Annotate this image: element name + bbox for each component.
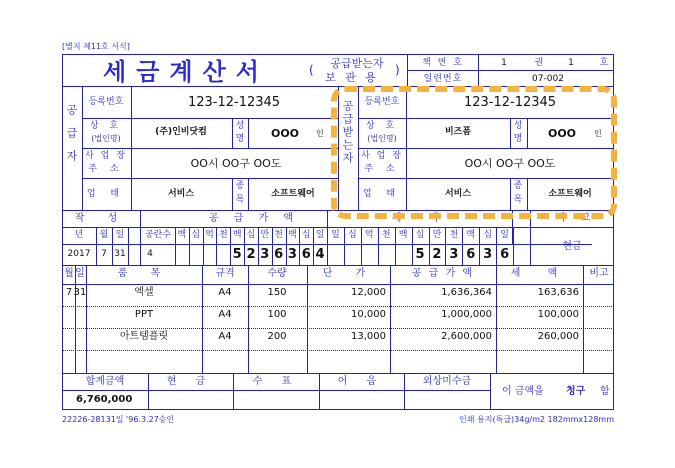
- buyer-item-label-2: 목: [513, 195, 523, 205]
- grid-line: [378, 227, 379, 265]
- book-number-label: 책 번 호: [422, 58, 464, 68]
- items-spec-header: 규격: [215, 268, 235, 279]
- buyer-rep-label: 성: [513, 121, 523, 131]
- grid-line: [445, 227, 446, 265]
- tax-digit-value: 6: [466, 247, 476, 262]
- tax-digit-header: 백: [398, 230, 408, 240]
- supplier-reg-number: 123-12-12345: [187, 95, 281, 110]
- tax-digit-header: 천: [381, 230, 391, 240]
- supply-digit-header: 천: [219, 230, 228, 240]
- recipient-copy-sub: 보 관 용: [325, 71, 379, 84]
- item-cell-qty: 200: [267, 331, 287, 342]
- payment-method: 현금: [562, 241, 582, 252]
- grid-line: [496, 227, 497, 265]
- blank-count-value: 4: [147, 249, 153, 259]
- supply-digit-header: 백: [232, 230, 242, 240]
- grid-line: [479, 227, 480, 265]
- tax-digit-header: 십: [348, 230, 357, 240]
- book-number-unit: 호: [599, 58, 609, 68]
- items-month-header: 월: [64, 268, 74, 279]
- supplier-address-label: 사 업 장: [85, 151, 127, 161]
- supply-digit-value: 6: [301, 247, 311, 262]
- tax-digit-value: 3: [449, 247, 459, 262]
- tax-digit-value: 3: [483, 247, 493, 262]
- item-cell-qty: 150: [267, 287, 287, 298]
- supply-digit-value: 3: [260, 247, 270, 262]
- supplier-reg-label: 등록번호: [88, 97, 124, 107]
- supplier-biz-type: 서비스: [167, 189, 195, 199]
- serial-label: 일련번호: [423, 74, 463, 84]
- buyer-reg-label: 등록번호: [364, 97, 400, 107]
- book-number: 1: [568, 58, 574, 68]
- item-cell-tax: 260,000: [537, 331, 579, 342]
- buyer-name-label: 상 호: [365, 121, 399, 131]
- note-section-label: 비 고: [555, 213, 597, 224]
- total-amount-value: 6,760,000: [76, 394, 133, 405]
- supplier-side-label: 공급자: [65, 104, 78, 173]
- tax-digit-header: 십: [415, 230, 425, 240]
- bill-label: 어 음: [337, 376, 385, 387]
- date-value-cell: 2017: [67, 249, 91, 259]
- supplier-rep-label-2: 명: [235, 134, 245, 144]
- supply-section-label: 공 급 가 액: [208, 213, 300, 224]
- grid-line: [462, 227, 463, 265]
- item-cell-supply: 2,600,000: [441, 331, 492, 342]
- buyer-address-label: 사 업 장: [361, 151, 403, 161]
- tax-digit-value: 5: [415, 247, 425, 262]
- item-cell-supply: 1,000,000: [441, 309, 492, 320]
- grid-line: [313, 227, 314, 265]
- grid-line: [189, 227, 190, 265]
- tax-digit-header: 일: [331, 230, 340, 240]
- buyer-item-label: 종: [513, 181, 523, 191]
- buyer-biz-type: 서비스: [444, 189, 472, 199]
- supply-digit-value: 6: [274, 247, 284, 262]
- buyer-seal: 인: [594, 129, 602, 138]
- supply-digit-value: 4: [315, 247, 325, 262]
- cash-label: 현 금: [166, 376, 214, 387]
- grid-line: [175, 227, 176, 265]
- grid-line: [286, 227, 287, 265]
- supplier-address-label-2: 주 소: [88, 164, 124, 174]
- items-price-header: 단 가: [322, 268, 376, 279]
- supply-digit-header: 만: [260, 230, 270, 240]
- buyer-name-label-sub: (법인명): [367, 134, 397, 143]
- supplier-item: 소프트웨어: [271, 189, 315, 199]
- supplier-address: OO시 OO구 OO도: [190, 157, 282, 170]
- item-cell-price: 12,000: [351, 287, 386, 298]
- credit-label: 외상미수금: [422, 376, 472, 387]
- items-note-header: 비고: [589, 268, 609, 279]
- item-cell-name: PPT: [134, 309, 154, 320]
- supplier-name-label: 상 호: [89, 121, 123, 131]
- grid-line: [128, 227, 129, 265]
- grid-line: [513, 227, 514, 265]
- buyer-address-label-2: 주 소: [364, 164, 400, 174]
- supplier-biz-type-label: 업 태: [86, 189, 126, 199]
- tax-digit-value: 6: [500, 247, 510, 262]
- grid-line: [258, 227, 259, 265]
- date-value-cell: 7: [101, 249, 107, 259]
- buyer-item: 소프트웨어: [548, 189, 592, 199]
- grid-line: [203, 227, 204, 265]
- item-cell-spec: A4: [218, 309, 232, 320]
- grid-line: [216, 227, 217, 265]
- item-cell-spec: A4: [218, 331, 232, 342]
- tax-section-label: 세 액: [391, 213, 451, 224]
- items-qty-header: 수량: [267, 268, 287, 279]
- buyer-company-name: 비즈폼: [444, 127, 472, 137]
- supplier-rep-name: OOO: [270, 127, 300, 140]
- supplier-seal: 인: [316, 129, 324, 138]
- supplier-company-name: (주)인비닷컴: [155, 127, 207, 137]
- supply-digit-header: 천: [274, 230, 283, 240]
- items-supply-header: 공 급 가 액: [411, 268, 475, 279]
- supplier-rep-label: 성: [235, 121, 245, 131]
- recipient-copy-label: 공급받는자: [330, 57, 384, 70]
- buyer-side-label: 공급받는자: [341, 100, 354, 165]
- total-amount-label: 합계금액: [85, 376, 125, 387]
- item-cell-qty: 100: [267, 309, 287, 320]
- item-cell-month: 7: [65, 287, 73, 298]
- supply-digit-value: 5: [232, 247, 242, 262]
- supply-digit-header: 일: [315, 230, 325, 240]
- item-cell-name: 아트템플릿: [119, 331, 169, 342]
- grid-line: [395, 227, 396, 265]
- grid-line: [299, 227, 300, 265]
- supply-digit-header: 십: [301, 230, 311, 240]
- book-volume: 1: [501, 58, 507, 68]
- item-cell-supply: 1,636,364: [441, 287, 492, 298]
- item-cell-price: 13,000: [351, 331, 386, 342]
- date-value-cell: 31: [114, 249, 126, 259]
- buyer-rep-label-2: 명: [513, 134, 523, 144]
- grid-line: [429, 227, 430, 265]
- grid-line: [361, 227, 362, 265]
- claim-text-pre: 이 금액을: [502, 386, 544, 397]
- tax-digit-header: 천: [449, 230, 459, 240]
- buyer-address: OO시 OO구 OO도: [464, 157, 556, 170]
- grid-line: [344, 227, 345, 265]
- blank-count-header: 공란수: [144, 230, 172, 240]
- buyer-rep-name: OOO: [547, 127, 577, 140]
- item-cell-day: 31: [73, 287, 87, 298]
- footer-approval: 22226-28131일 '96.3.27승인: [62, 415, 175, 424]
- grid-line: [244, 227, 245, 265]
- tax-digit-header: 일: [500, 230, 509, 240]
- item-cell-spec: A4: [218, 287, 232, 298]
- date-header-cell: 일: [115, 230, 125, 240]
- item-cell-price: 10,000: [351, 309, 386, 320]
- buyer-highlight-box: [331, 86, 617, 219]
- grid-line: [412, 227, 413, 265]
- tax-digit-header: 십: [483, 230, 493, 240]
- item-cell-tax: 163,636: [537, 287, 579, 298]
- grid-line: [230, 227, 231, 265]
- supply-digit-value: 3: [287, 247, 297, 262]
- supply-digit-header: 억: [205, 230, 214, 240]
- supply-digit-header: 백: [288, 230, 297, 240]
- supply-digit-header: 십: [246, 230, 256, 240]
- serial-number: 07-002: [532, 74, 564, 84]
- supplier-name-label-sub: (법인명): [91, 134, 121, 143]
- supply-digit-header: 백: [177, 230, 187, 240]
- footer-paper-spec: 인쇄 용지(특급)34g/m2 182mmx128mm: [459, 415, 614, 424]
- date-header-cell: 년: [74, 230, 84, 240]
- items-tax-header: 세 액: [510, 268, 570, 279]
- tax-digit-header: 만: [432, 230, 442, 240]
- supply-digit-value: 2: [246, 247, 256, 262]
- date-section-label: 작 성: [74, 213, 128, 224]
- buyer-biz-type-label: 업 태: [362, 189, 402, 199]
- grid-line: [112, 227, 113, 265]
- buyer-reg-number: 123-12-12345: [463, 95, 557, 110]
- grid-line: [272, 227, 273, 265]
- supplier-item-label-2: 목: [235, 195, 245, 205]
- grid-line: [96, 227, 97, 265]
- form-reference: [별지 제11호 서식]: [62, 42, 130, 51]
- tax-digit-value: 2: [432, 247, 442, 262]
- claim-text-post: 함: [600, 386, 610, 397]
- items-name-header: 품 목: [117, 268, 171, 279]
- item-cell-name: 엑셀: [134, 287, 154, 298]
- date-header-cell: 월: [99, 230, 109, 240]
- paren-close: ): [395, 63, 400, 77]
- items-day-header: 일: [75, 268, 85, 279]
- book-volume-unit: 권: [534, 58, 544, 68]
- item-cell-tax: 100,000: [537, 309, 579, 320]
- tax-digit-header: 억: [364, 230, 374, 240]
- invoice-title: 세금계산서: [103, 58, 269, 86]
- claim-text-word: 청구: [566, 386, 586, 397]
- tax-digit-header: 백: [466, 230, 476, 240]
- paren-open: (: [309, 63, 314, 77]
- supplier-item-label: 종: [235, 181, 245, 191]
- supply-digit-header: 십: [191, 230, 201, 240]
- check-label: 수 표: [252, 376, 300, 387]
